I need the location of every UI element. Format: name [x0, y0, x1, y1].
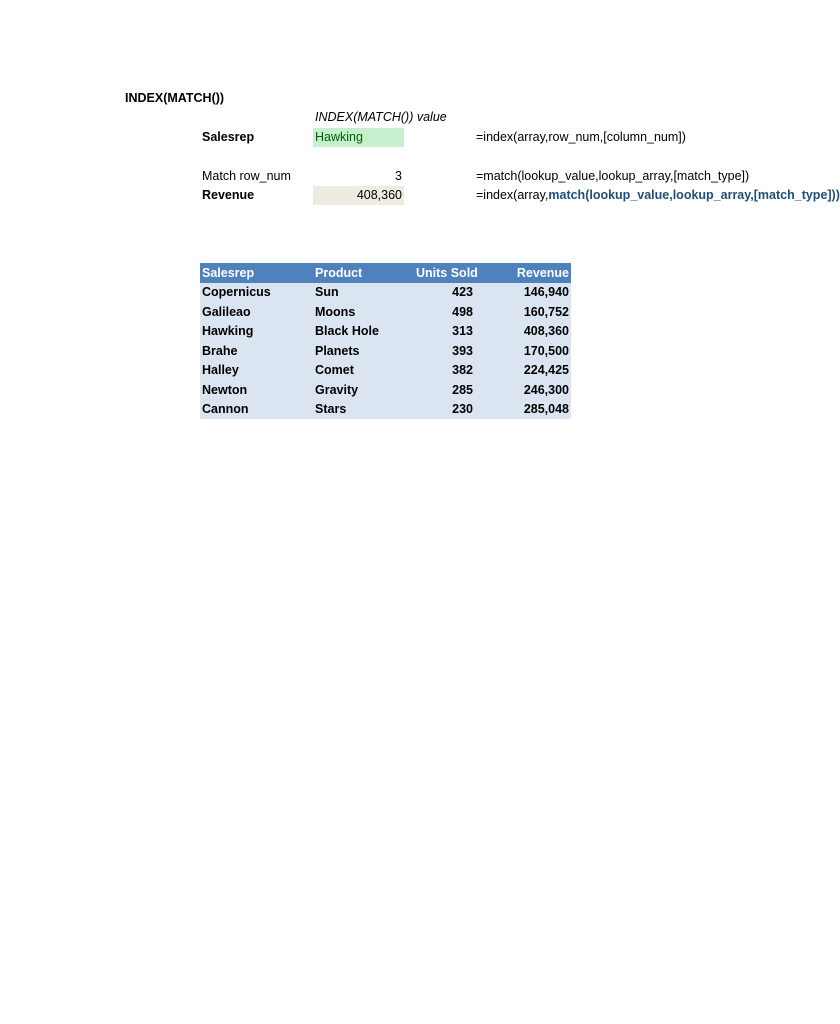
table-row [200, 322, 571, 342]
cell-units-sold[interactable]: 382 [414, 361, 475, 381]
cell-units-sold[interactable]: 498 [414, 302, 475, 322]
salesrep-value: Hawking [315, 130, 363, 144]
sheet-title: INDEX(MATCH()) [125, 91, 225, 105]
cell-product[interactable]: Black Hole [313, 322, 414, 342]
table-row [200, 380, 571, 400]
revenue-result-cell[interactable] [313, 186, 404, 205]
revenue-label: Revenue [202, 188, 255, 202]
index-match-formula-text [476, 186, 840, 205]
cell-salesrep[interactable]: Hawking [200, 322, 313, 342]
cell-product[interactable]: Gravity [313, 380, 414, 400]
cell-salesrep[interactable]: Brahe [200, 341, 313, 361]
cell-units-sold[interactable]: 393 [414, 341, 475, 361]
cell-product[interactable]: Moons [313, 302, 414, 322]
cell-salesrep[interactable]: Cannon [200, 400, 313, 420]
header-units-sold[interactable]: Units Sold [414, 263, 475, 283]
cell-units-sold[interactable]: 423 [414, 283, 475, 303]
table-row [200, 302, 571, 322]
table-row [200, 400, 571, 420]
revenue-value: 408,360 [356, 188, 402, 202]
formula-match-highlight: match(lookup_value,lookup_array,[match_type])) [548, 188, 840, 202]
header-product[interactable]: Product [313, 263, 414, 283]
cell-revenue[interactable]: 160,752 [475, 302, 571, 322]
cell-revenue[interactable]: 408,360 [475, 322, 571, 342]
match-row-value: 3 [395, 169, 402, 183]
table-row [200, 283, 571, 303]
table-row [200, 341, 571, 361]
cell-salesrep[interactable]: Copernicus [200, 283, 313, 303]
cell-units-sold[interactable]: 230 [414, 400, 475, 420]
cell-product[interactable]: Comet [313, 361, 414, 381]
formula-prefix: =index(array, [476, 188, 549, 202]
cell-revenue[interactable]: 170,500 [475, 341, 571, 361]
index-formula-text: =index(array,row_num,[column_num]) [476, 130, 686, 144]
salesrep-table [200, 263, 571, 419]
salesrep-input-cell[interactable] [313, 128, 404, 147]
cell-revenue[interactable]: 224,425 [475, 361, 571, 381]
table-row [200, 361, 571, 381]
cell-units-sold[interactable]: 313 [414, 322, 475, 342]
cell-revenue[interactable]: 246,300 [475, 380, 571, 400]
match-row-label: Match row_num [202, 169, 291, 183]
table-header-row [200, 263, 571, 283]
match-row-cell[interactable] [313, 167, 404, 186]
cell-revenue[interactable]: 285,048 [475, 400, 571, 420]
match-formula-text: =match(lookup_value,lookup_array,[match_type]) [476, 169, 750, 183]
value-column-header: INDEX(MATCH()) value [315, 110, 447, 124]
cell-product[interactable]: Planets [313, 341, 414, 361]
cell-revenue[interactable]: 146,940 [475, 283, 571, 303]
table-body [200, 283, 571, 420]
cell-units-sold[interactable]: 285 [414, 380, 475, 400]
cell-salesrep[interactable]: Galileao [200, 302, 313, 322]
salesrep-label: Salesrep [202, 130, 255, 144]
header-revenue[interactable]: Revenue [475, 263, 571, 283]
cell-salesrep[interactable]: Newton [200, 380, 313, 400]
header-salesrep[interactable]: Salesrep [200, 263, 313, 283]
cell-product[interactable]: Stars [313, 400, 414, 420]
cell-salesrep[interactable]: Halley [200, 361, 313, 381]
cell-product[interactable]: Sun [313, 283, 414, 303]
